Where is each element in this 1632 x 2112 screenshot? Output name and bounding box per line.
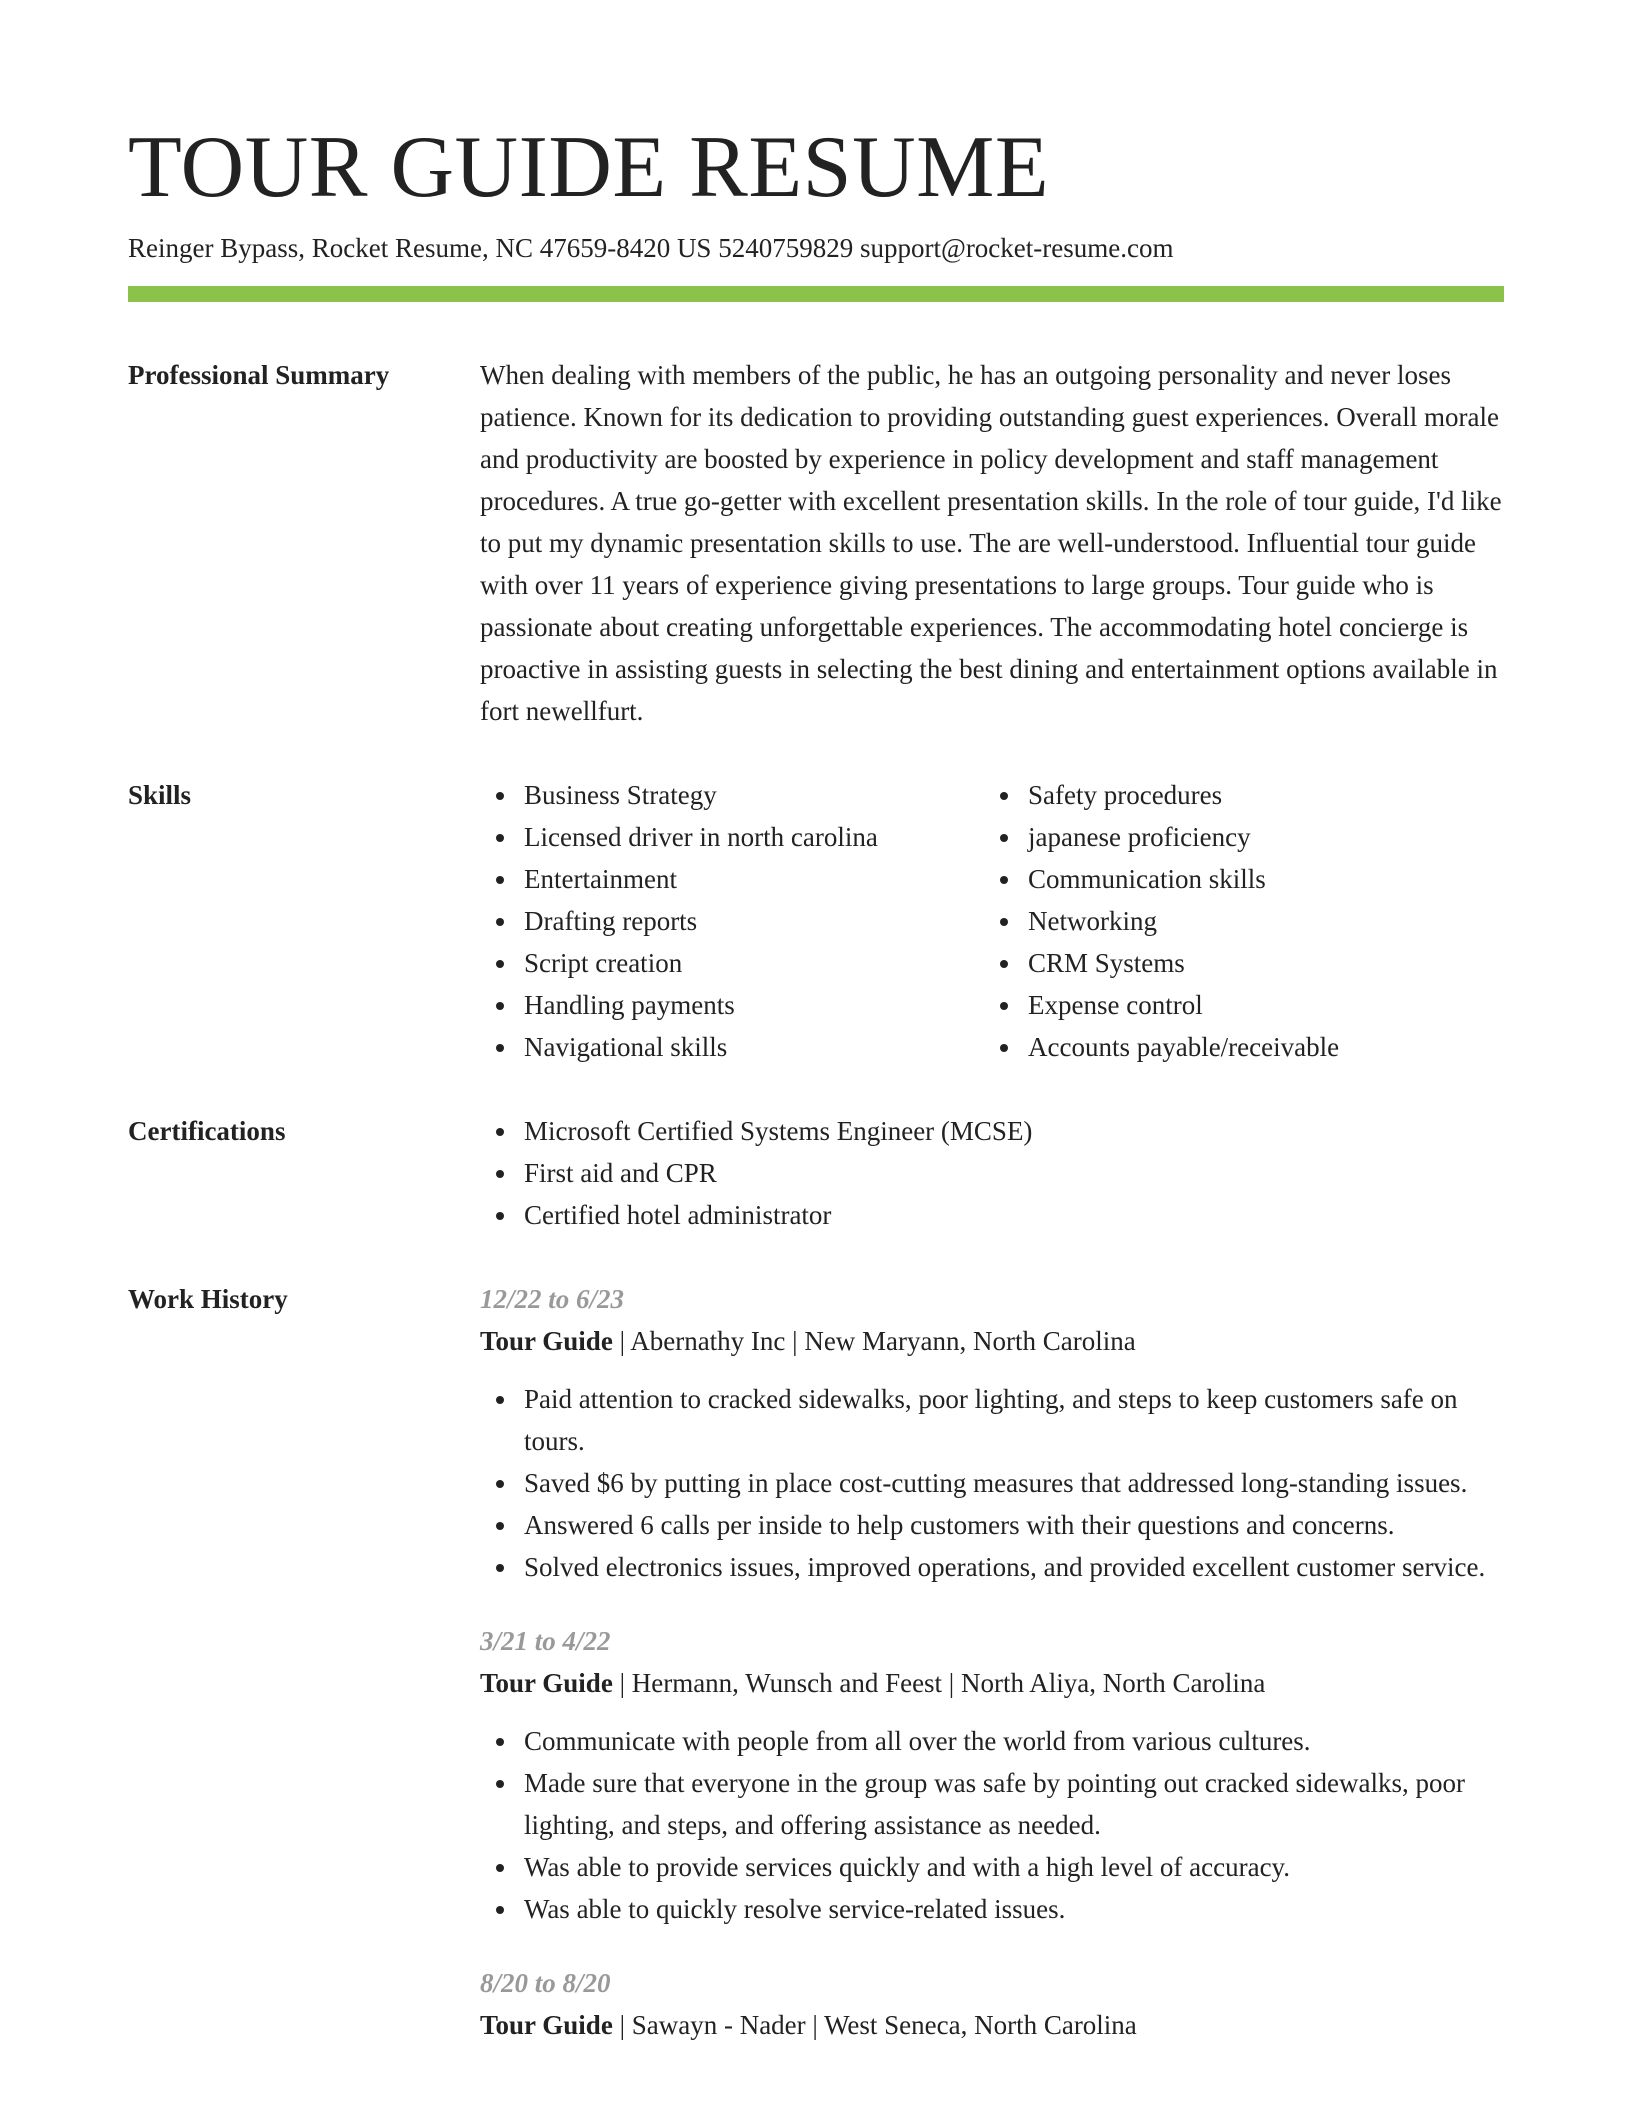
job-title: Tour Guide xyxy=(480,2010,613,2040)
job-heading xyxy=(480,2004,1504,2046)
resume-title: TOUR GUIDE RESUME xyxy=(128,119,1050,216)
job-bullet: Made sure that everyone in the group was safe by pointing out cracked sidewalks, poor lighting, and steps, and offering assistance as needed. xyxy=(480,1762,1504,1846)
job-entry xyxy=(480,1278,1504,1588)
skill-item: Safety procedures xyxy=(984,774,1488,816)
job-entry xyxy=(480,1620,1504,1930)
job-heading xyxy=(480,1320,1504,1362)
job-bullet: Saved $6 by putting in place cost-cutting measures that addressed long-standing issues. xyxy=(480,1462,1504,1504)
job-details: | Abernathy Inc | New Maryann, North Carolina xyxy=(612,1326,1136,1356)
skills-section xyxy=(128,774,1504,1068)
job-bullet: Communicate with people from all over the world from various cultures. xyxy=(480,1720,1504,1762)
job-details: | Hermann, Wunsch and Feest | North Aliya, North Carolina xyxy=(612,1668,1266,1698)
certification-item: Certified hotel administrator xyxy=(480,1194,1504,1236)
job-bullet: Was able to quickly resolve service-related issues. xyxy=(480,1888,1504,1930)
job-title: Tour Guide xyxy=(480,1326,613,1356)
skill-item: Entertainment xyxy=(480,858,984,900)
job-bullets xyxy=(480,1720,1504,1930)
job-heading xyxy=(480,1662,1504,1704)
summary-section xyxy=(128,354,1504,732)
work-history-heading: Work History xyxy=(128,1284,288,1314)
summary-heading: Professional Summary xyxy=(128,360,390,390)
skills-heading: Skills xyxy=(128,780,192,810)
certification-item: Microsoft Certified Systems Engineer (MCSE) xyxy=(480,1110,1504,1152)
summary-text: When dealing with members of the public, he has an outgoing personality and never loses patience. Known for its dedication to providing outstanding guest experiences. Overall morale and productivity are boosted by experience in policy development and staff management procedures. A true go-getter with excellent presentation skills. In the role of tour guide, I'd like to put my dynamic presentation skills to use. The are well-understood. Influential tour guide with over 11 years of experience giving presentations to large groups. Tour guide who is passionate about creating unforgettable experiences. The accommodating hotel concierge is proactive in assisting guests in selecting the best dining and entertainment options available in fort newellfurt. xyxy=(480,360,1502,726)
skill-item: Communication skills xyxy=(984,858,1488,900)
skill-item: CRM Systems xyxy=(984,942,1488,984)
job-bullet: Solved electronics issues, improved operations, and provided excellent customer service. xyxy=(480,1546,1504,1588)
job-bullets xyxy=(480,1378,1504,1588)
skill-item: Drafting reports xyxy=(480,900,984,942)
skills-list-left xyxy=(480,774,984,1068)
job-details: | Sawayn - Nader | West Seneca, North Carolina xyxy=(612,2010,1137,2040)
resume-page xyxy=(128,118,1504,2046)
job-title: Tour Guide xyxy=(480,1668,613,1698)
job-dates: 8/20 to 8/20 xyxy=(480,1968,611,1998)
skill-item: Expense control xyxy=(984,984,1488,1026)
certifications-heading: Certifications xyxy=(128,1116,286,1146)
certifications-section xyxy=(128,1110,1504,1236)
certification-item: First aid and CPR xyxy=(480,1152,1504,1194)
job-dates: 12/22 to 6/23 xyxy=(480,1284,625,1314)
skill-item: Handling payments xyxy=(480,984,984,1026)
skills-list-right xyxy=(984,774,1488,1068)
work-history-section xyxy=(128,1278,1504,2046)
skill-item: Navigational skills xyxy=(480,1026,984,1068)
header-divider xyxy=(128,286,1504,302)
skill-item: Networking xyxy=(984,900,1488,942)
job-entry xyxy=(480,1962,1504,2046)
job-bullet: Was able to provide services quickly and with a high level of accuracy. xyxy=(480,1846,1504,1888)
certifications-list xyxy=(480,1110,1504,1236)
skill-item: Licensed driver in north carolina xyxy=(480,816,984,858)
job-bullet: Paid attention to cracked sidewalks, poor lighting, and steps to keep customers safe on tours. xyxy=(480,1378,1504,1462)
job-dates: 3/21 to 4/22 xyxy=(480,1626,611,1656)
contact-line: Reinger Bypass, Rocket Resume, NC 47659-8420 US 5240759829 support@rocket-resume.com xyxy=(128,233,1174,263)
skill-item: Script creation xyxy=(480,942,984,984)
skill-item: japanese proficiency xyxy=(984,816,1488,858)
skill-item: Business Strategy xyxy=(480,774,984,816)
job-bullet: Answered 6 calls per inside to help customers with their questions and concerns. xyxy=(480,1504,1504,1546)
skill-item: Accounts payable/receivable xyxy=(984,1026,1488,1068)
